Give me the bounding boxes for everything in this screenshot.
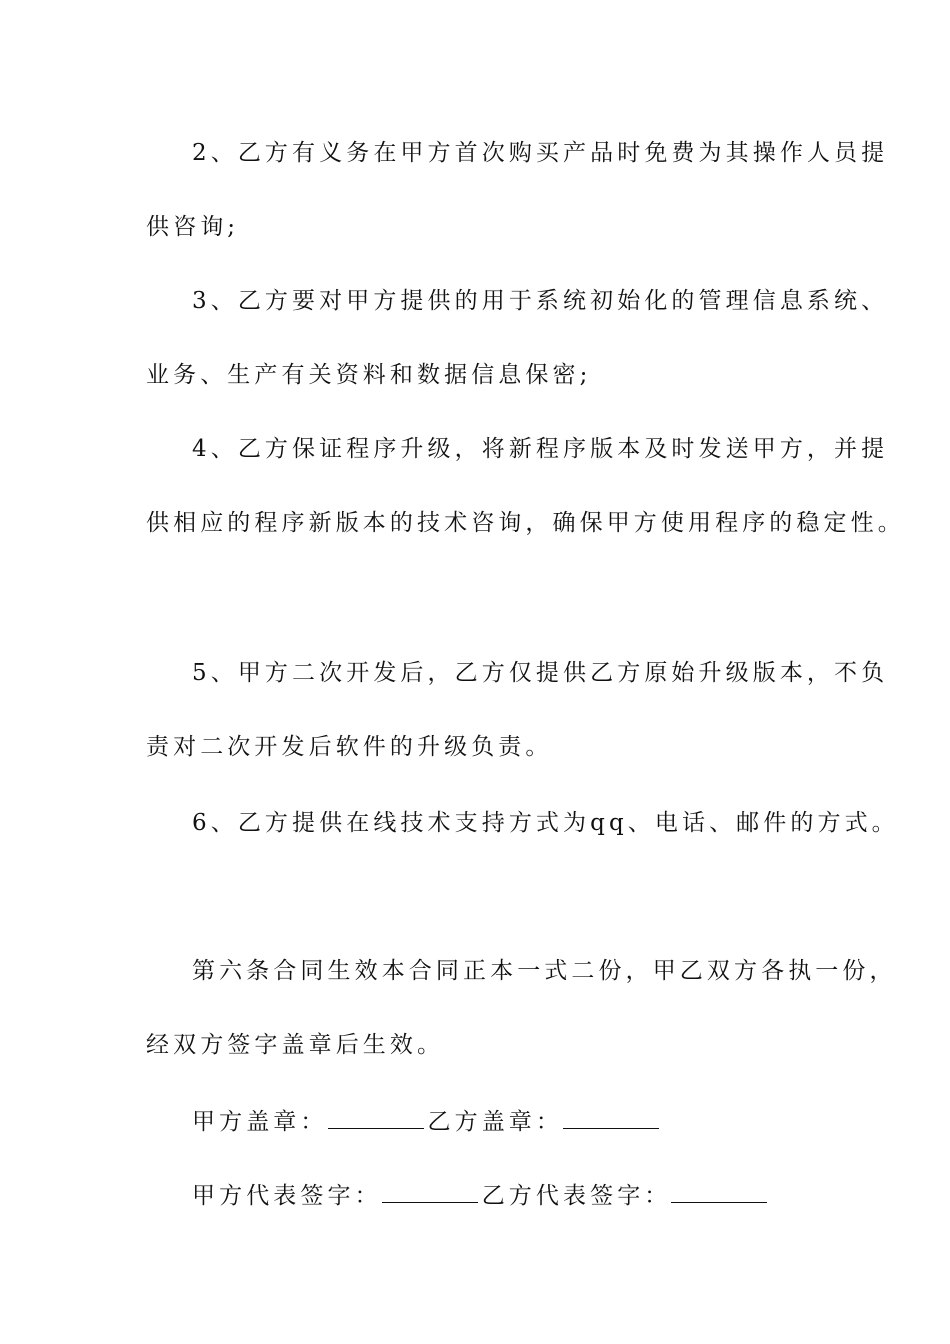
clause-3-line-2: 业务、生产有关资料和数据信息保密;	[146, 362, 592, 388]
party-b-seal-blank[interactable]	[563, 1106, 659, 1129]
article-6-line-1: 第六条合同生效本合同正本一式二份，甲乙双方各执一份，	[192, 958, 897, 984]
article-6-line-2: 经双方签字盖章后生效。	[146, 1032, 445, 1058]
clause-2-line-2: 供咨询;	[146, 214, 240, 240]
party-b-seal-label: 乙方盖章：	[427, 1109, 563, 1135]
representative-row	[192, 1180, 771, 1211]
party-a-rep-blank[interactable]	[382, 1180, 478, 1203]
seal-row	[192, 1106, 663, 1137]
party-a-seal-blank[interactable]	[328, 1106, 424, 1129]
party-a-rep-label: 甲方代表签字：	[192, 1183, 382, 1209]
clause-2-line-1: 2、乙方有义务在甲方首次购买产品时免费为其操作人员提	[192, 140, 889, 166]
party-b-rep-blank[interactable]	[671, 1180, 767, 1203]
clause-5-line-1: 5、甲方二次开发后，乙方仅提供乙方原始升级版本，不负	[192, 660, 889, 686]
clause-4-line-2: 供相应的程序新版本的技术咨询，确保甲方使用程序的稳定性。	[146, 510, 905, 536]
clause-6-line-1: 6、乙方提供在线技术支持方式为qq、电话、邮件的方式。	[192, 810, 899, 836]
clause-3-line-1: 3、乙方要对甲方提供的用于系统初始化的管理信息系统、	[192, 288, 889, 314]
party-b-rep-label: 乙方代表签字：	[481, 1183, 672, 1209]
party-a-seal-label: 甲方盖章：	[192, 1109, 328, 1135]
clause-5-line-2: 责对二次开发后软件的升级负责。	[146, 734, 553, 760]
clause-4-line-1: 4、乙方保证程序升级，将新程序版本及时发送甲方，并提	[192, 436, 889, 462]
